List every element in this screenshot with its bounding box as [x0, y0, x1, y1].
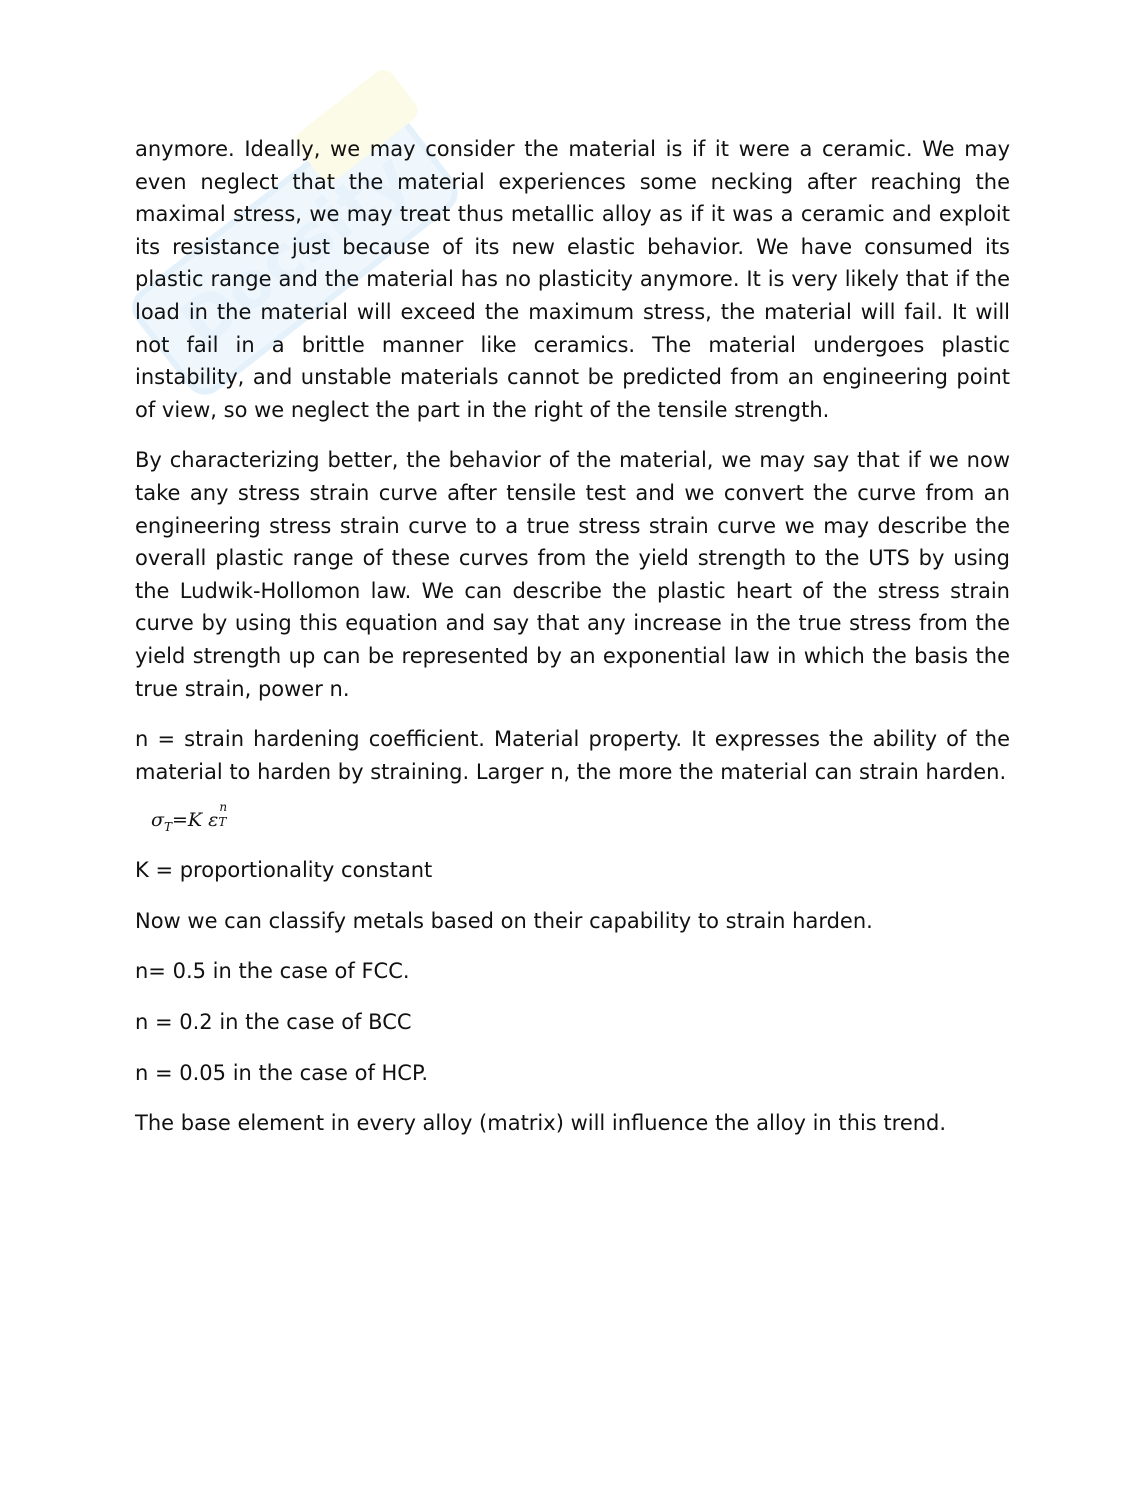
watermark-text: Docsity [167, 139, 424, 363]
formula-rhs-scripts [218, 800, 232, 830]
paragraph-plasticity: anymore. Ideally, we may consider the material is if it were a ceramic. We may even neglect that the material experiences some necking after reaching the maximal stress, we may treat thus metallic alloy as if it was a ceramic and exploit its resistance just because of its new elastic behavior. We have consumed its plastic range and the material has no plasticity anymore. It is very likely that if the load in the material will exceed the maximum stress, the material will fail. It will not fail in a brittle manner like ceramics. The material undergoes plastic instability, and unstable materials cannot be predicted from an engineering point of view, so we neglect the part in the right of the tensile strength. [135, 137, 1010, 422]
formula-rhs-sup: n [219, 800, 228, 815]
paragraph-hcp: n = 0.05 in the case of HCP. [135, 1060, 429, 1085]
paragraph-strain-hardening: n = strain hardening coefficient. Material property. It expresses the ability of the material to harden by straining. Larger n, the more the material can strain harden. [135, 727, 1010, 784]
paragraph-k-constant: K = proportionality constant [135, 858, 433, 883]
formula-lhs-sub: T [163, 820, 172, 835]
document-page [135, 133, 1010, 1158]
paragraph-base-element: The base element in every alloy (matrix) will influence the alloy in this trend. [135, 1111, 947, 1136]
formula-coefficient: K [187, 809, 203, 832]
formula-equals: = [172, 809, 188, 832]
formula-lhs-symbol: σ [151, 809, 164, 832]
paragraph-ludwik-hollomon: By characterizing better, the behavior of the material, we may say that if we now take any stress strain curve after tensile test and we convert the curve from an engineering stress strain curve to a true stress strain curve we may describe the overall plastic range of these curves from the yield strength to the UTS by using the Ludwik-Hollomon law. We can describe the plastic heart of the stress strain curve by using this equation and say that any increase in the true stress from the yield strength up can be represented by an exponential law in which the basis the true strain, power n. [135, 448, 1010, 701]
paragraph-bcc: n = 0.2 in the case of BCC [135, 1010, 412, 1035]
ludwik-hollomon-formula [151, 800, 1010, 835]
paragraph-fcc: n= 0.5 in the case of FCC. [135, 959, 410, 984]
formula-rhs-sub: T [218, 815, 227, 830]
paragraph-classify-metals: Now we can classify metals based on their capability to strain harden. [135, 908, 873, 933]
formula-rhs-symbol: ε [208, 809, 219, 832]
